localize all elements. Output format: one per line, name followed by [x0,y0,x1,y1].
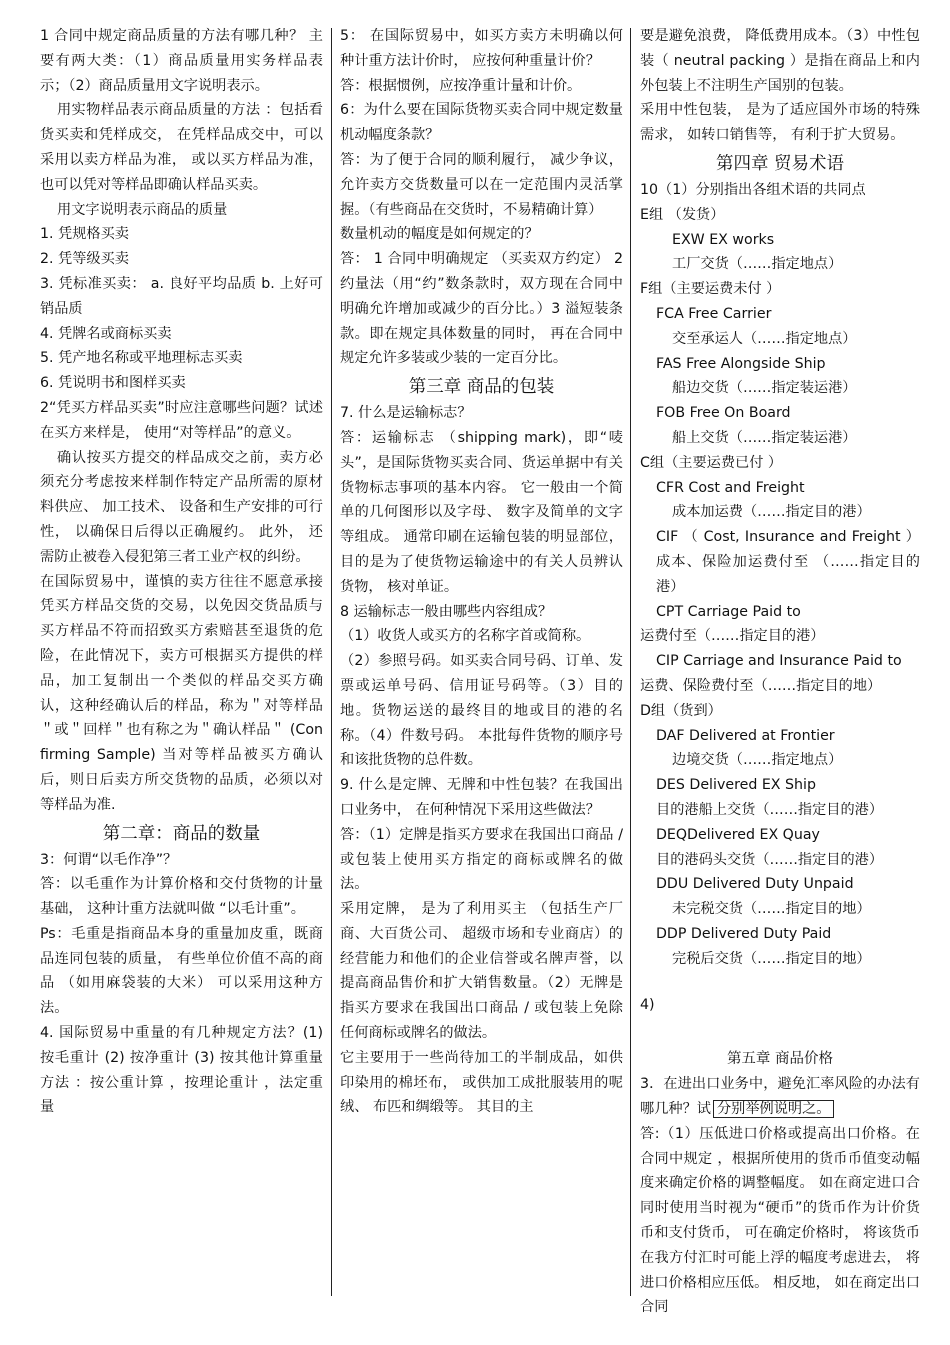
trade-term-line: DES Delivered EX Ship [656,777,816,794]
trade-term-line: DAF Delivered at Frontier [656,727,835,744]
paragraph-q5-answer: 答：根据惯例，应按净重计量和计价。 [340,77,582,94]
paragraph-sample-method: 用实物样品表示商品质量的方法 ：包括看货买卖和凭样成交， 在凭样品成交中，可以采用以卖方样品为准， 或以买方样品为准， 也可以凭对等样品即确认样品买卖。 [40,102,323,193]
trade-term-line: F组（主要运费未付 ） [640,281,781,298]
paragraph-q6-answer: 答：为了便于合同的顺利履行， 减少争议，允许卖方交货数量可以在一定范围内灵活掌握。（有些商品在交货时，不易精确计算） [340,151,623,218]
spacer [640,1018,920,1040]
paragraph-q7-answer: 答：运输标志 （shipping mark)，即“唛头”，是国际货物买卖合同、货运单据中有关货物标志事项的基本内容。 它一般由一个简单的几何图形以及字母、 数字及简单的文字等组成。 通常印刷在运输包装的明显部位， 目的是为了使货物运输途中的有关人员辨认货物， 核对单证。 [340,429,623,595]
list-item: 3. 凭标准买卖： a. 良好平均品质 b. 上好可销品质 [40,275,323,317]
paragraph-q3-exchange-answer: 答:（1）压低进口价格或提高出口价格。在合同中规定 ，根据所使用的货币币值变动幅度来确定价格的调整幅度。 如在商定进口合同时使用当时视为“硬币”的货币作为计价货币和支付货币， 可在确定价格时， 将该货币在我方付汇时可能上浮的幅度考虑进去， 将进口价格相应压低。 相反地， 如在商定出口合同 [640,1125,920,1316]
paragraph-counter-sample: 在国际贸易中，谨慎的卖方往往不愿意承接凭买方样品交货的交易，以免因交货品质与买方样品不符而招致买方索赔甚至退货的危险，在此情况下，卖方可根据买方提供的样品，加工复制出一个类似的样品交买方确认，这种经确认后的样品，称为＂对等样品＂或＂回样＂也有称之为＂确认样品＂ (Confirming Sample) 当对等样品被买方确认后，则日后卖方所交货物的品质，必须以对等样品为准. [40,573,323,813]
trade-term-line: 成本加运费（……指定目的港） [672,504,871,521]
trade-term-line: FCA Free Carrier [656,305,772,322]
chapter-5-heading: 第五章 商品价格 [726,1051,834,1068]
chapter-3-heading: 第三章 商品的包装 [408,377,555,398]
trade-term-line: CIP Carriage and Insurance Paid to [656,653,902,670]
trade-term-line: FOB Free On Board [656,405,791,422]
trade-term-line: 完税后交货（……指定目的地） [672,950,871,967]
trade-term-line: DEQDelivered EX Quay [656,826,820,843]
paragraph-q7: 7. 什么是运输标志？ [340,405,472,422]
trade-term-line: D组（货到） [640,702,722,719]
trade-term-line: FAS Free Alongside Ship [656,355,826,372]
trade-term-line: 船上交货（……指定装运港） [672,429,857,446]
paragraph-q10: 10（1）分别指出各组术语的共同点 [640,181,866,198]
trade-term-line: CIF （ Cost, Insurance and Freight ）成本、保险加运费付至 （……指定目的港） [656,529,920,595]
trade-term-line: 工厂交货（……指定地点） [672,256,843,273]
column-divider-1 [331,28,332,1296]
trade-term-line: CPT Carriage Paid to [656,603,801,620]
paragraph-q3-exchange-risk [640,1072,920,1122]
trade-term-line: DDU Delivered Duty Unpaid [656,876,854,893]
paragraph-q6b: 数量机动的幅度是如何规定的？ [340,226,539,243]
paragraph-neutral-purpose: 采用中性包装， 是为了适应国外市场的特殊需求， 如转口销售等， 有利于扩大贸易。 [640,102,920,144]
paragraph-q8: 8 运输标志一般由哪些内容组成？ [340,603,553,620]
question-text: 3．在进出口业务中，避免汇率风险的办法有哪几种？试 [640,1076,920,1118]
trade-term-line: E组 （发货） [640,206,725,223]
paragraph-q5: 5： 在国际贸易中，如买方卖方未明确以何种计重方法计价时， 应按何种重量计价？ [340,28,623,69]
paragraph-q9-answer: 答：（1）定牌是指买方要求在我国出口商品 / 或包装上使用买方指定的商标或牌名的做法。 [340,826,623,893]
list-item: 5. 凭产地名称或平地理标志买卖 [40,350,243,367]
list-item: 1. 凭规格买卖 [40,226,129,243]
boxed-question-text: 分别举例说明之。 [713,1100,835,1118]
paragraph-neutral-packing: 要是避免浪费， 降低费用成本。（3）中性包装（ neutral packing ）是指在商品上和内外包装上不注明生产国别的包装。 [640,28,920,94]
paragraph-q3: 3：何谓“以毛作净”？ [40,851,178,868]
trade-term-line: 边境交货（……指定地点） [672,752,843,769]
column-3 [640,24,920,1316]
chapter-2-heading: 第二章：商品的数量 [102,823,261,844]
trade-terms-list [640,203,920,972]
column-2 [340,24,623,1296]
paragraph-no-brand-use: 它主要用于一些尚待加工的半制成品，如供印染用的棉坯布， 或供加工成批服装用的呢绒、 布匹和绸缎等。 其目的主 [340,1049,623,1116]
item-4-marker: 4) [640,997,655,1014]
trade-term-line: CFR Cost and Freight [656,479,805,496]
column-divider-2 [630,28,631,1296]
paragraph-q1: 1 合同中规定商品质量的方法有哪几种？ 主要有两大类：（1）商品质量用实务样品表示；（2）商品质量用文字说明表示。 [40,28,323,94]
trade-term-line: 船边交货（……指定装运港） [672,380,857,397]
paragraph-q9: 9. 什么是定牌、无牌和中性包装？在我国出口业务中， 在何种情况下采用这些做法？ [340,777,623,818]
paragraph-q4: 4. 国际贸易中重量的有几种规定方法？(1) 按毛重计 (2) 按净重计 (3) 按其他计算重量方法 ：按公重计算 ，按理论重计 ，法定重量 [40,1025,323,1116]
trade-term-line: 运费付至（……指定目的港） [640,628,825,645]
paragraph-q6: 6：为什么要在国际货物买卖合同中规定数量机动幅度条款？ [340,102,623,144]
trade-term-line: 未完税交货（……指定目的地） [672,901,871,918]
paragraph-q8-item1: （1）收货人或买方的名称字首或简称。 [340,628,591,645]
paragraph-text-method: 用文字说明表示商品的质量 [57,201,228,218]
paragraph-brand-purpose: 采用定牌， 是为了利用买主 （包括生产厂商、大百货公司、 超级市场和专业商店）的经营能力和他们的企业信誉或名牌声誉，以提高商品售价和扩大销售数量。（2）无牌是指买方要求在我国出口商品 / 或包装上免除任何商标或牌名的做法。 [340,901,623,1042]
paragraph-q2: 2“凭买方样品买卖”时应注意哪些问题？试述在买方来样是， 使用“对等样品”的意义。 [40,399,323,441]
list-item: 6. 凭说明书和图样买卖 [40,375,186,392]
paragraph-q8-items: （2）参照号码。如买卖合同号码、订单、发票或运单号码、信用证号码等。（3）目的地。货物运送的最终目的地或目的港的名称。（4）件数号码。 本批每件货物的顺序号和该批货物的总件数。 [340,653,623,769]
chapter-4-heading: 第四章 贸易术语 [715,153,845,174]
list-item: 2. 凭等级买卖 [40,251,129,268]
paragraph-q2-answer: 确认按买方提交的样品成交之前，卖方必须充分考虑按来样制作特定产品所需的原材料供应、 加工技术、 设备和生产安排的可行性， 以确保日后得以正确履约。 此外， 还需防止被卷入侵犯第三者工业产权的纠纷。 [40,449,323,565]
trade-term-line: C组（主要运费已付 ） [640,454,783,471]
trade-term-line: 目的港码头交货（……指定目的港） [656,851,884,868]
trade-term-line: 目的港船上交货（……指定目的港） [656,801,884,818]
paragraph-q3-answer: 答：以毛重作为计算价格和交付货物的计量基础， 这种计重方法就叫做 “以毛计重”。 [40,876,323,918]
trade-term-line: DDP Delivered Duty Paid [656,925,832,942]
paragraph-gross-weight-note: Ps：毛重是指商品本身的重量加皮重，既商品连同包装的质量， 有些单位价值不高的商品 （如用麻袋装的大米） 可以采用这种方法。 [40,925,323,1017]
spacer [640,971,920,993]
trade-term-line: EXW EX works [672,231,775,248]
column-1 [40,24,323,1296]
paragraph-q6b-answer: 答： 1 合同中明确规定 （买卖双方约定） 2 约量法（用“约”数条款时，双方现在合同中明确允许增加或减少的百分比。）3 溢短装条款。即在规定具体数量的同时， 再在合同中规定允许多装或少装的一定百分比。 [340,251,623,367]
trade-term-line: 交至承运人（……指定地点） [672,330,857,347]
list-item: 4. 凭牌名或商标买卖 [40,325,172,342]
trade-term-line: 运费、保险费付至（……指定目的地） [640,677,882,694]
